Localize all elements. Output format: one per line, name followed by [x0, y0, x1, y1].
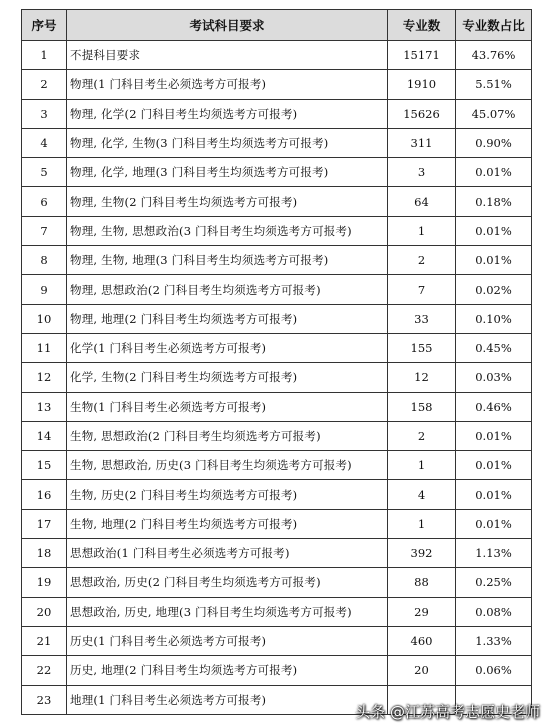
table-row — [22, 363, 532, 392]
row-count: 1 — [388, 451, 456, 480]
row-index: 4 — [22, 128, 67, 157]
table-row — [22, 539, 532, 568]
header-requirement: 考试科目要求 — [67, 10, 388, 41]
row-requirement: 物理, 生物, 地理(3 门科目考生均须选考方可报考) — [67, 246, 388, 275]
row-requirement: 思想政治(1 门科目考生必须选考方可报考) — [67, 539, 388, 568]
row-index: 20 — [22, 597, 67, 626]
row-index: 3 — [22, 99, 67, 128]
row-percent: 43.76% — [456, 41, 532, 70]
table-row — [22, 451, 532, 480]
row-index: 17 — [22, 509, 67, 538]
row-index: 9 — [22, 275, 67, 304]
row-index: 13 — [22, 392, 67, 421]
row-requirement: 物理, 化学(2 门科目考生均须选考方可报考) — [67, 99, 388, 128]
header-index: 序号 — [22, 10, 67, 41]
row-percent: 0.06% — [456, 656, 532, 685]
row-index: 12 — [22, 363, 67, 392]
row-index: 2 — [22, 70, 67, 99]
row-index: 1 — [22, 41, 67, 70]
row-requirement: 化学, 生物(2 门科目考生均须选考方可报考) — [67, 363, 388, 392]
row-index: 16 — [22, 480, 67, 509]
row-percent: 45.07% — [456, 99, 532, 128]
row-count: 1 — [388, 216, 456, 245]
row-count: 12 — [388, 363, 456, 392]
row-percent: 0.01% — [456, 216, 532, 245]
table-row — [22, 246, 532, 275]
table-row — [22, 187, 532, 216]
row-count: 158 — [388, 392, 456, 421]
row-percent: 0.90% — [456, 128, 532, 157]
row-count: 155 — [388, 333, 456, 362]
row-percent: 0.45% — [456, 333, 532, 362]
row-percent: 5.51% — [456, 70, 532, 99]
row-percent: 0.01% — [456, 246, 532, 275]
header-percent: 专业数占比 — [456, 10, 532, 41]
row-count: 29 — [388, 597, 456, 626]
table-row — [22, 626, 532, 655]
row-index: 19 — [22, 568, 67, 597]
row-requirement: 物理, 生物, 思想政治(3 门科目考生均须选考方可报考) — [67, 216, 388, 245]
row-index: 5 — [22, 158, 67, 187]
row-count: 15171 — [388, 41, 456, 70]
row-percent: 1.13% — [456, 539, 532, 568]
table-row — [22, 158, 532, 187]
row-percent: 0.46% — [456, 392, 532, 421]
row-count: 3 — [388, 158, 456, 187]
watermark-text: 头条 @江苏高考志愿史老师 — [355, 703, 540, 721]
table-row — [22, 333, 532, 362]
row-requirement: 生物, 思想政治, 历史(3 门科目考生均须选考方可报考) — [67, 451, 388, 480]
row-percent: 0.01% — [456, 451, 532, 480]
row-percent: 0.18% — [456, 187, 532, 216]
table-row — [22, 128, 532, 157]
row-count: 2 — [388, 246, 456, 275]
row-index: 23 — [22, 685, 67, 714]
row-index: 7 — [22, 216, 67, 245]
row-count: 15626 — [388, 99, 456, 128]
row-count: 460 — [388, 626, 456, 655]
row-index: 11 — [22, 333, 67, 362]
row-index: 21 — [22, 626, 67, 655]
subject-requirements-table — [21, 9, 532, 715]
table-row — [22, 304, 532, 333]
row-percent: 0.01% — [456, 158, 532, 187]
row-requirement: 物理, 化学, 生物(3 门科目考生均须选考方可报考) — [67, 128, 388, 157]
table-row — [22, 421, 532, 450]
table-row — [22, 509, 532, 538]
table-row — [22, 480, 532, 509]
row-requirement: 物理, 生物(2 门科目考生均须选考方可报考) — [67, 187, 388, 216]
row-percent: 0.10% — [456, 304, 532, 333]
row-count: 2 — [388, 421, 456, 450]
table-row — [22, 216, 532, 245]
header-count: 专业数 — [388, 10, 456, 41]
row-requirement: 生物, 历史(2 门科目考生均须选考方可报考) — [67, 480, 388, 509]
row-requirement: 历史(1 门科目考生必须选考方可报考) — [67, 626, 388, 655]
row-requirement: 思想政治, 历史, 地理(3 门科目考生均须选考方可报考) — [67, 597, 388, 626]
row-percent: 1.33% — [456, 626, 532, 655]
row-requirement: 物理(1 门科目考生必须选考方可报考) — [67, 70, 388, 99]
row-requirement: 思想政治, 历史(2 门科目考生均须选考方可报考) — [67, 568, 388, 597]
table-row — [22, 70, 532, 99]
row-index: 14 — [22, 421, 67, 450]
row-requirement: 物理, 地理(2 门科目考生均须选考方可报考) — [67, 304, 388, 333]
row-requirement: 历史, 地理(2 门科目考生均须选考方可报考) — [67, 656, 388, 685]
row-index: 8 — [22, 246, 67, 275]
row-index: 6 — [22, 187, 67, 216]
row-count: 20 — [388, 656, 456, 685]
row-requirement: 生物(1 门科目考生必须选考方可报考) — [67, 392, 388, 421]
row-count: 1 — [388, 509, 456, 538]
row-percent: 0.25% — [456, 568, 532, 597]
row-percent: 0.01% — [456, 509, 532, 538]
row-requirement: 物理, 化学, 地理(3 门科目考生均须选考方可报考) — [67, 158, 388, 187]
row-count: 392 — [388, 539, 456, 568]
table-row — [22, 597, 532, 626]
header-row — [22, 10, 532, 41]
table-row — [22, 275, 532, 304]
row-count: 7 — [388, 275, 456, 304]
row-percent: 0.02% — [456, 275, 532, 304]
row-index: 15 — [22, 451, 67, 480]
row-percent: 0.08% — [456, 597, 532, 626]
table-row — [22, 41, 532, 70]
row-requirement: 生物, 思想政治(2 门科目考生均须选考方可报考) — [67, 421, 388, 450]
table-body — [22, 41, 532, 715]
row-index: 18 — [22, 539, 67, 568]
row-requirement: 地理(1 门科目考生必须选考方可报考) — [67, 685, 388, 714]
row-requirement: 物理, 思想政治(2 门科目考生均须选考方可报考) — [67, 275, 388, 304]
row-requirement: 不提科目要求 — [67, 41, 388, 70]
row-requirement: 化学(1 门科目考生必须选考方可报考) — [67, 333, 388, 362]
row-count: 64 — [388, 187, 456, 216]
row-index: 10 — [22, 304, 67, 333]
row-count: 311 — [388, 128, 456, 157]
row-percent: 0.01% — [456, 421, 532, 450]
row-count: 1910 — [388, 70, 456, 99]
row-count: 4 — [388, 480, 456, 509]
row-requirement: 生物, 地理(2 门科目考生均须选考方可报考) — [67, 509, 388, 538]
row-index: 22 — [22, 656, 67, 685]
table-row — [22, 568, 532, 597]
table-row — [22, 656, 532, 685]
table-row — [22, 392, 532, 421]
row-percent: 0.03% — [456, 363, 532, 392]
row-count: 88 — [388, 568, 456, 597]
row-count: 33 — [388, 304, 456, 333]
table-row — [22, 99, 532, 128]
row-percent: 0.01% — [456, 480, 532, 509]
